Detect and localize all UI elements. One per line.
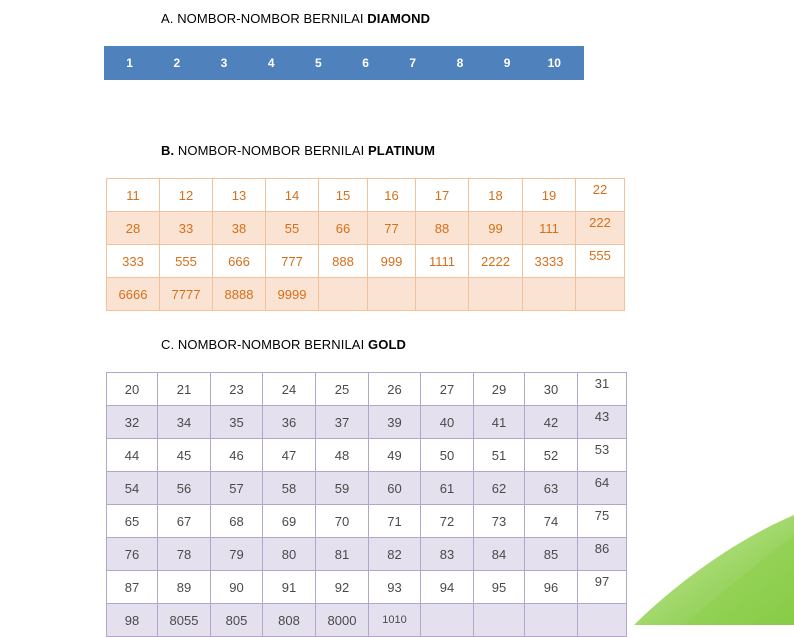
table-row [107,604,627,637]
platinum-number-cell: 66 [319,212,368,245]
gold-number-cell: 73 [474,505,525,538]
gold-number-cell: 37 [316,406,369,439]
gold-number-cell: 45 [158,439,211,472]
gold-number-cell: 52 [525,439,578,472]
gold-number-cell: 29 [474,373,525,406]
gold-number-cell: 65 [107,505,158,538]
gold-number-cell: 805 [211,604,263,637]
gold-number-cell: 62 [474,472,525,505]
gold-number-cell: 23 [211,373,263,406]
gold-number-cell: 43 [578,406,627,439]
gold-number-cell: 68 [211,505,263,538]
section-b-prefix: NOMBOR-NOMBOR BERNILAI [174,143,369,158]
platinum-number-cell: 28 [107,212,160,245]
gold-number-cell: 41 [474,406,525,439]
gold-number-cell: 60 [369,472,421,505]
diamond-number-cell: 6 [362,56,369,70]
gold-number-cell: 83 [421,538,474,571]
gold-number-cell: 48 [316,439,369,472]
gold-number-cell: 85 [525,538,578,571]
gold-number-cell: 27 [421,373,474,406]
platinum-number-cell [319,278,368,311]
platinum-number-cell: 16 [368,179,416,212]
gold-number-cell: 64 [578,472,627,505]
platinum-number-cell: 666 [213,245,266,278]
gold-number-cell: 49 [369,439,421,472]
gold-number-cell: 80 [263,538,316,571]
gold-number-cell: 76 [107,538,158,571]
gold-number-cell: 82 [369,538,421,571]
gold-number-cell: 98 [107,604,158,637]
section-a-heading [161,11,430,26]
table-row [107,472,627,505]
gold-number-cell: 30 [525,373,578,406]
gold-number-cell: 40 [421,406,474,439]
section-b-heading [161,143,435,158]
platinum-number-cell: 3333 [523,245,576,278]
gold-number-cell: 54 [107,472,158,505]
platinum-number-cell: 8888 [213,278,266,311]
section-b-tier: PLATINUM [368,143,436,158]
gold-number-cell: 8055 [158,604,211,637]
gold-number-cell: 90 [211,571,263,604]
gold-number-cell: 808 [263,604,316,637]
gold-number-cell: 26 [369,373,421,406]
gold-number-table [106,372,627,637]
gold-number-cell: 69 [263,505,316,538]
gold-number-cell: 34 [158,406,211,439]
platinum-number-cell: 15 [319,179,368,212]
gold-number-cell: 86 [578,538,627,571]
gold-number-cell: 50 [421,439,474,472]
gold-number-cell [578,604,627,637]
section-a-prefix: A. NOMBOR-NOMBOR BERNILAI [161,11,368,26]
platinum-number-cell: 22 [576,179,625,212]
gold-number-cell: 36 [263,406,316,439]
gold-number-cell [474,604,525,637]
green-swoosh-decoration [624,515,794,625]
gold-number-cell: 67 [158,505,211,538]
section-c-heading [161,337,406,352]
gold-number-cell: 1010 [369,604,421,637]
platinum-number-cell: 38 [213,212,266,245]
diamond-number-cell: 2 [173,56,181,70]
gold-number-cell: 20 [107,373,158,406]
table-row [107,571,627,604]
gold-number-cell [421,604,474,637]
gold-number-cell: 63 [525,472,578,505]
gold-number-cell: 42 [525,406,578,439]
gold-number-cell: 92 [316,571,369,604]
gold-number-cell: 72 [421,505,474,538]
platinum-number-cell [416,278,469,311]
gold-number-cell: 70 [316,505,369,538]
gold-number-cell: 89 [158,571,211,604]
platinum-number-cell: 999 [368,245,416,278]
table-row [107,406,627,439]
gold-number-cell: 79 [211,538,263,571]
gold-number-cell: 58 [263,472,316,505]
platinum-number-cell [469,278,523,311]
diamond-number-cell: 10 [547,56,561,70]
platinum-number-cell: 33 [160,212,213,245]
table-row [107,212,625,245]
gold-number-cell: 24 [263,373,316,406]
gold-number-cell: 96 [525,571,578,604]
gold-number-cell: 25 [316,373,369,406]
gold-number-cell: 46 [211,439,263,472]
platinum-number-cell: 19 [523,179,576,212]
diamond-number-cell: 7 [409,56,417,70]
platinum-number-cell: 888 [319,245,368,278]
gold-number-cell: 21 [158,373,211,406]
platinum-number-table [106,178,625,311]
gold-number-cell: 84 [474,538,525,571]
platinum-number-cell: 2222 [469,245,523,278]
platinum-number-cell: 55 [266,212,319,245]
platinum-number-cell [523,278,576,311]
table-row [107,505,627,538]
platinum-number-cell: 17 [416,179,469,212]
gold-number-cell: 87 [107,571,158,604]
platinum-number-cell: 6666 [107,278,160,311]
platinum-number-cell [368,278,416,311]
diamond-number-cell: 5 [315,56,322,70]
platinum-number-cell: 77 [368,212,416,245]
section-c-prefix: C. NOMBOR-NOMBOR BERNILAI [161,337,369,352]
table-row [107,245,625,278]
diamond-number-cell: 9 [503,56,511,70]
table-row [107,278,625,311]
gold-number-cell: 35 [211,406,263,439]
gold-number-cell [525,604,578,637]
table-row [107,439,627,472]
platinum-number-cell: 18 [469,179,523,212]
diamond-number-cell: 1 [126,56,133,70]
gold-number-cell: 74 [525,505,578,538]
platinum-number-cell: 99 [469,212,523,245]
diamond-number-cell: 3 [220,56,228,70]
platinum-number-cell: 14 [266,179,319,212]
platinum-number-cell: 11 [107,179,160,212]
gold-number-cell: 97 [578,571,627,604]
platinum-number-cell: 13 [213,179,266,212]
platinum-number-cell: 777 [266,245,319,278]
gold-number-cell: 57 [211,472,263,505]
gold-number-cell: 59 [316,472,369,505]
gold-number-cell: 39 [369,406,421,439]
gold-number-cell: 91 [263,571,316,604]
platinum-number-cell: 555 [160,245,213,278]
platinum-number-cell [576,278,625,311]
gold-number-cell: 94 [421,571,474,604]
gold-number-cell: 95 [474,571,525,604]
platinum-number-cell: 222 [576,212,625,245]
section-c-tier: GOLD [368,337,406,352]
gold-number-cell: 44 [107,439,158,472]
gold-number-cell: 32 [107,406,158,439]
platinum-number-cell: 555 [576,245,625,278]
platinum-number-cell: 9999 [266,278,319,311]
section-a-tier: DIAMOND [367,11,431,26]
diamond-number-cell: 8 [456,56,464,70]
gold-number-cell: 53 [578,439,627,472]
gold-number-cell: 31 [578,373,627,406]
platinum-number-cell: 1111 [416,245,469,278]
gold-number-cell: 93 [369,571,421,604]
platinum-number-cell: 88 [416,212,469,245]
gold-number-cell: 56 [158,472,211,505]
gold-number-cell: 51 [474,439,525,472]
platinum-number-cell: 12 [160,179,213,212]
gold-number-cell: 81 [316,538,369,571]
gold-number-cell: 78 [158,538,211,571]
gold-number-cell: 8000 [316,604,369,637]
gold-number-cell: 61 [421,472,474,505]
diamond-number-cell: 4 [267,56,275,70]
section-b-letter: B. [161,143,175,158]
table-row [107,179,625,212]
gold-number-cell: 75 [578,505,627,538]
platinum-number-cell: 111 [523,212,576,245]
gold-number-cell: 71 [369,505,421,538]
table-row [107,373,627,406]
platinum-number-cell: 333 [107,245,160,278]
table-row [107,538,627,571]
gold-number-cell: 47 [263,439,316,472]
platinum-number-cell: 7777 [160,278,213,311]
diamond-number-bar [104,46,584,80]
